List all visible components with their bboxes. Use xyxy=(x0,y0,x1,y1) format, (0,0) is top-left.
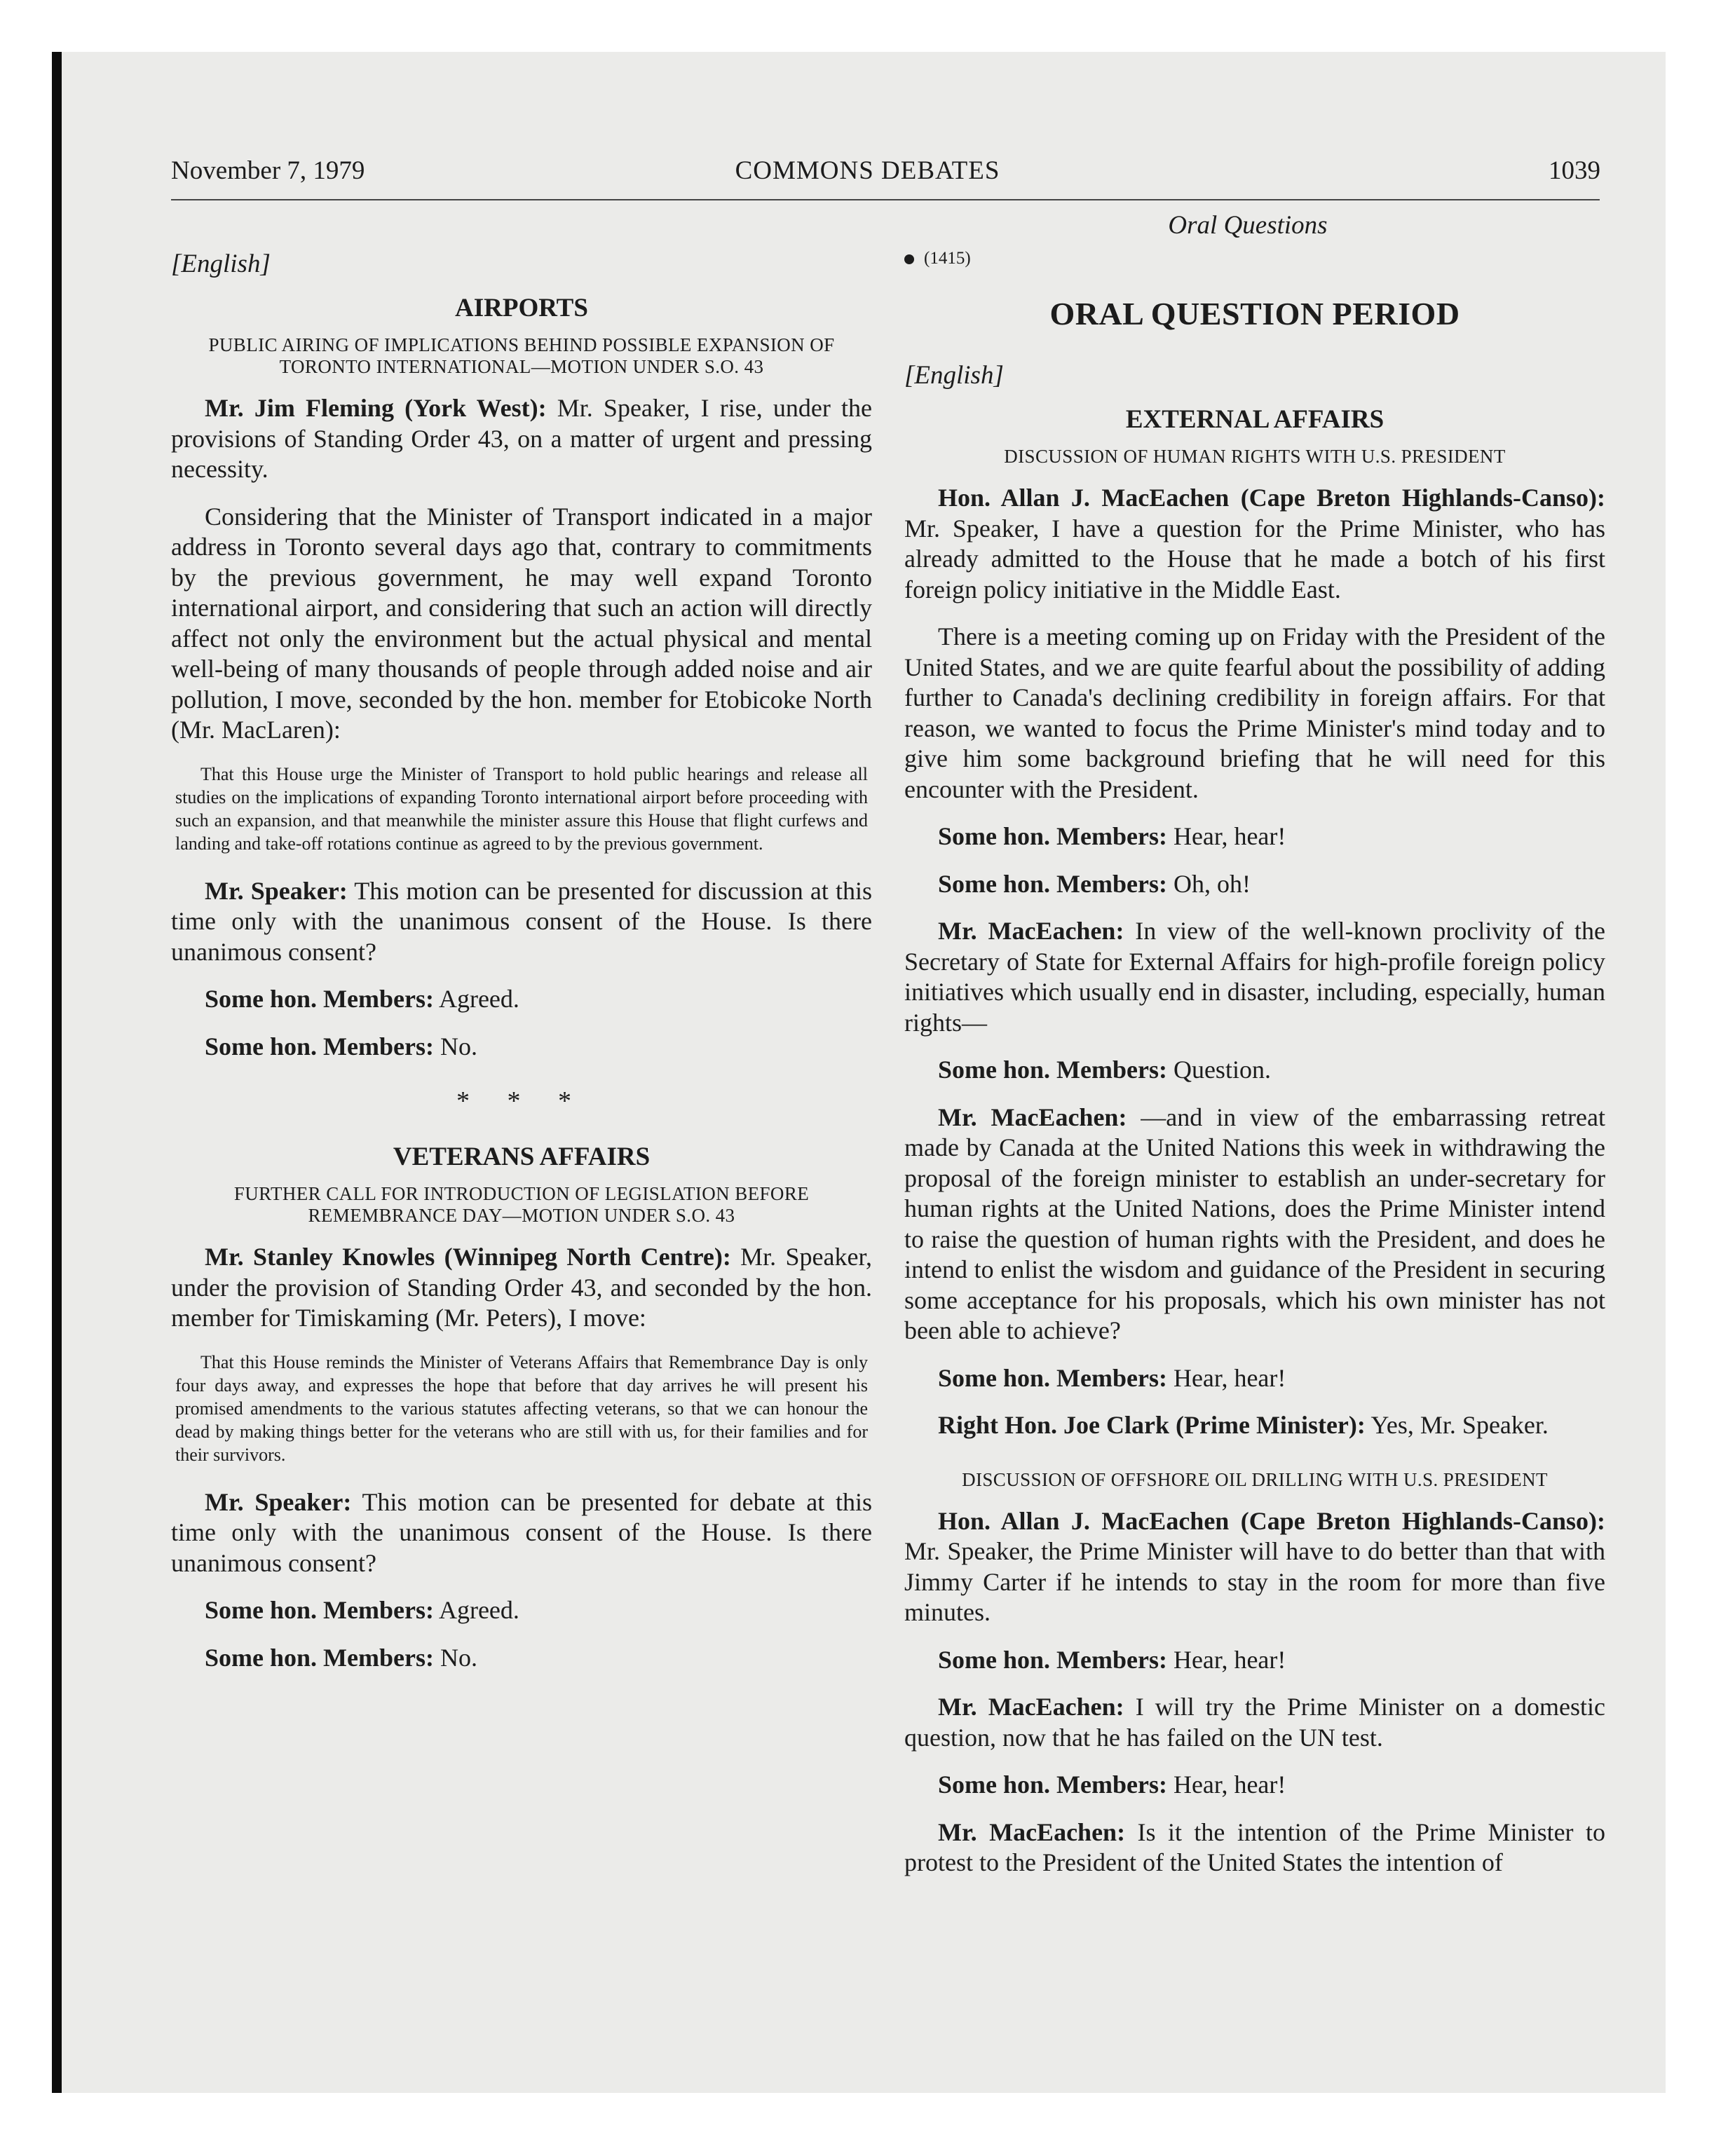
header-date: November 7, 1979 xyxy=(171,156,365,185)
speaker-name: Right Hon. Joe Clark (Prime Minister): xyxy=(938,1411,1366,1439)
section-subheading: FURTHER CALL FOR INTRODUCTION OF LEGISLATION BEFORE REMEMBRANCE DAY—MOTION UNDER S.O. 43 xyxy=(233,1183,810,1226)
section-heading-airports: AIRPORTS xyxy=(455,294,588,322)
speech-paragraph xyxy=(904,483,1605,605)
time-stamp xyxy=(904,249,1605,268)
time-stamp-text: (1415) xyxy=(924,249,971,268)
speech-paragraph xyxy=(904,1103,1605,1346)
speech-text: This motion can be presented for debate at this time only with the unanimous consent of the House. Is there unanimous consent? xyxy=(171,1487,873,1577)
speaker-name: Mr. MacEachen: xyxy=(938,1817,1126,1846)
speech-text: Mr. Speaker, I rise, under the provisions of Standing Order 43, on a matter of urgent and pressing necessity. xyxy=(171,394,872,483)
speech-text: Oh, oh! xyxy=(1166,869,1251,898)
speech-paragraph xyxy=(171,984,872,1015)
speech-text: Hear, hear! xyxy=(1166,822,1286,850)
speech-text: Agreed. xyxy=(433,1596,519,1624)
speech-paragraph xyxy=(904,821,1605,852)
speech-text: Agreed. xyxy=(433,985,519,1013)
speech-text: I will try the Prime Minister on a domestic question, now that he has failed on the UN test. xyxy=(904,1693,1606,1752)
speech-paragraph xyxy=(171,876,872,968)
speech-paragraph xyxy=(904,1055,1605,1086)
speech-text: Is it the intention of the Prime Minister to protest to the President of the United States the intention of xyxy=(904,1817,1605,1876)
oral-question-period-heading: ORAL QUESTION PERIOD xyxy=(1049,296,1460,332)
speech-paragraph xyxy=(904,1506,1605,1628)
speaker-name: Hon. Allan J. MacEachen (Cape Breton Highlands-Canso): xyxy=(938,484,1605,512)
section-subheading: DISCUSSION OF OFFSHORE OIL DRILLING WITH U.S. PRESIDENT xyxy=(962,1468,1548,1490)
speaker-name: Some hon. Members: xyxy=(938,1056,1167,1084)
right-column xyxy=(904,249,1605,1895)
speech-paragraph xyxy=(171,1487,872,1579)
speech-paragraph xyxy=(904,1645,1605,1676)
speaker-name: Mr. MacEachen: xyxy=(938,917,1124,945)
speech-text: Question. xyxy=(1166,1056,1271,1084)
speaker-name: Mr. MacEachen: xyxy=(938,1693,1124,1721)
speech-paragraph xyxy=(171,393,872,485)
language-tag: [English] xyxy=(904,361,1004,390)
speech-text: Hear, hear! xyxy=(1166,1645,1286,1674)
speech-text: Mr. Speaker, I have a question for the Prime Minister, who has already admitted to the House that he made a botch of his first foreign policy initiative in the Middle East. xyxy=(904,514,1605,603)
section-separator: * * * xyxy=(456,1086,587,1116)
speech-text: Hear, hear! xyxy=(1166,1363,1286,1392)
speech-paragraph xyxy=(904,1817,1605,1878)
section-heading-veterans: VETERANS AFFAIRS xyxy=(393,1142,651,1171)
speech-text: Yes, Mr. Speaker. xyxy=(1365,1411,1549,1439)
speaker-name: Mr. Speaker: xyxy=(205,876,348,905)
speaker-name: Mr. Stanley Knowles (Winnipeg North Centre): xyxy=(205,1243,731,1271)
header-title: COMMONS DEBATES xyxy=(735,156,1000,185)
speech-text: This motion can be presented for discussion at this time only with the unanimous consent of the House. Is there unanimous consent? xyxy=(171,876,873,966)
speaker-name: Some hon. Members: xyxy=(205,985,434,1013)
speaker-name: Some hon. Members: xyxy=(205,1032,434,1060)
speech-text: Mr. Speaker, the Prime Minister will have to do better than that with Jimmy Carter if he intends to stay in the room for more than five minutes. xyxy=(904,1537,1605,1626)
speech-text: No. xyxy=(433,1643,477,1672)
motion-text: That this House reminds the Minister of Veterans Affairs that Remembrance Day is only four days away, and expresses the hope that before that day arrives he will present his promised amendments to the various statutes affecting veterans, so that we can honour the dead by making things better for the veterans who are still with us, for their families and for their survivors. xyxy=(175,1351,868,1465)
speaker-name: Some hon. Members: xyxy=(205,1596,434,1624)
running-head: Oral Questions xyxy=(1168,211,1328,240)
speech-paragraph xyxy=(904,1692,1605,1753)
speech-paragraph xyxy=(904,1363,1605,1394)
speaker-name: Some hon. Members: xyxy=(938,822,1167,850)
speech-paragraph xyxy=(904,869,1605,900)
speech-text: No. xyxy=(433,1032,477,1060)
speaker-name: Hon. Allan J. MacEachen (Cape Breton Highlands-Canso): xyxy=(938,1506,1605,1535)
speech-paragraph xyxy=(904,1410,1605,1441)
speaker-name: Some hon. Members: xyxy=(938,1363,1167,1392)
speech-paragraph: Considering that the Minister of Transport indicated in a major address in Toronto several days ago that, contrary to commitments by the previous government, he may well expand Toronto international airport, and considering that such an action will directly affect not only the environment but the actual physical and mental well-being of many thousands of people through added noise and air pollution, I move, seconded by the hon. member for Etobicoke North (Mr. MacLaren): xyxy=(171,502,872,744)
left-column xyxy=(171,249,872,1690)
speech-paragraph xyxy=(904,1770,1605,1801)
speaker-name: Some hon. Members: xyxy=(205,1643,434,1672)
speech-text: In view of the well-known proclivity of the Secretary of State for External Affairs for high-profile foreign policy initiatives which usually end in disaster, including, especially, human rights— xyxy=(904,917,1605,1037)
speech-paragraph xyxy=(171,1595,872,1626)
speaker-name: Mr. MacEachen: xyxy=(938,1103,1127,1131)
speech-text: Mr. Speaker, under the provision of Standing Order 43, and seconded by the hon. member for Timiskaming (Mr. Peters), I move: xyxy=(171,1243,872,1332)
speaker-name: Mr. Jim Fleming (York West): xyxy=(205,394,547,422)
language-tag: [English] xyxy=(171,250,271,278)
speaker-name: Mr. Speaker: xyxy=(205,1487,352,1516)
bullet-icon xyxy=(904,254,914,264)
speaker-name: Some hon. Members: xyxy=(938,1770,1167,1799)
speech-paragraph: There is a meeting coming up on Friday with the President of the United States, and we are quite fearful about the possibility of adding further to Canada's declining credibility in foreign affairs. For that reason, we wanted to focus the Prime Minister's mind today and to give him some background briefing that he will need for this encounter with the President. xyxy=(904,622,1605,803)
binding-edge xyxy=(52,52,62,2093)
section-heading-external-affairs: EXTERNAL AFFAIRS xyxy=(1125,405,1384,434)
page-number: 1039 xyxy=(1549,156,1600,185)
speech-text: Hear, hear! xyxy=(1166,1770,1286,1799)
speaker-name: Some hon. Members: xyxy=(938,1645,1167,1674)
speech-text: —and in view of the embarrassing retreat made by Canada at the United Nations this week in withdrawing the proposal of the foreign minister to establish an under-secretary for human rights at the United Nations, does the Prime Minister intend to raise the question of human rights with the President, and does he intend to enlist the wisdom and guidance of the President in securing some acceptance for his proposals, which his own minister has not been able to achieve? xyxy=(904,1103,1605,1344)
header-rule xyxy=(171,199,1600,200)
speech-paragraph xyxy=(904,916,1605,1038)
motion-text: That this House urge the Minister of Transport to hold public hearings and release all studies on the implications of expanding Toronto international airport before proceeding with such an expansion, and that meanwhile the minister assure this House that flight curfews and landing and take-off rotations continue as agreed to by the previous government. xyxy=(175,763,868,854)
speaker-name: Some hon. Members: xyxy=(938,869,1167,898)
section-subheading: DISCUSSION OF HUMAN RIGHTS WITH U.S. PRESIDENT xyxy=(1004,446,1506,467)
section-subheading: PUBLIC AIRING OF IMPLICATIONS BEHIND POSSIBLE EXPANSION OF TORONTO INTERNATIONAL—MOTION UNDER S.O. 43 xyxy=(208,334,835,377)
speech-paragraph xyxy=(171,1032,872,1063)
speech-paragraph xyxy=(171,1643,872,1674)
speech-paragraph xyxy=(171,1242,872,1334)
